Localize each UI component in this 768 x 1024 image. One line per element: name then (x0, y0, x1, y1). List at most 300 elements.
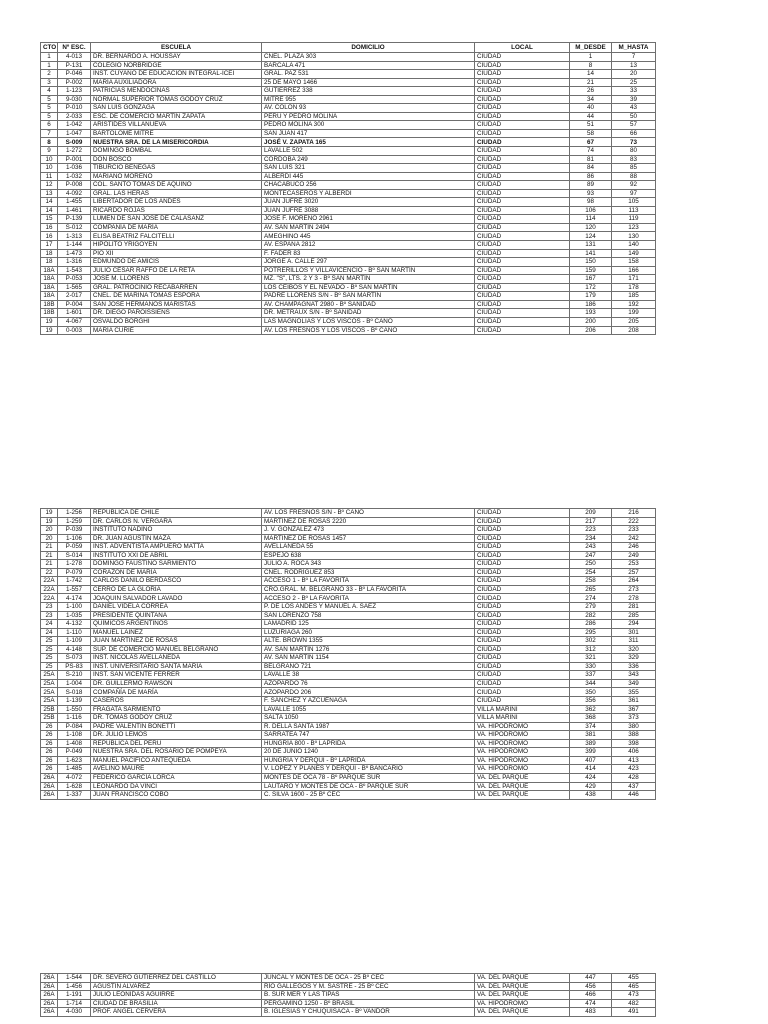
m-desde-cell: 321 (570, 654, 612, 663)
m-desde-cell: 389 (570, 739, 612, 748)
num-esc-cell: P-053 (58, 275, 91, 284)
domicilio-cell: AZOPARDO 206 (262, 688, 475, 697)
m-hasta-cell: 222 (612, 517, 656, 526)
local-cell: CIUDAD (475, 551, 570, 560)
local-cell: CIUDAD (475, 95, 570, 104)
m-desde-cell: 200 (570, 317, 612, 326)
escuela-cell: JUAN FRANCISCO COBO (91, 791, 262, 800)
num-esc-cell: 1-313 (58, 232, 91, 241)
escuela-cell: CNEL. DE MARINA TOMÁS ESPORA (91, 292, 262, 301)
domicilio-cell: JOSÉ V. ZAPATA 165 (262, 138, 475, 147)
cto-cell: 21 (41, 551, 58, 560)
local-cell: CIUDAD (475, 517, 570, 526)
num-esc-cell: 1-742 (58, 577, 91, 586)
m-hasta-cell: 178 (612, 283, 656, 292)
m-hasta-cell: 83 (612, 155, 656, 164)
table-row (41, 292, 656, 301)
m-hasta-cell: 80 (612, 147, 656, 156)
cto-cell: 26 (41, 731, 58, 740)
escuela-cell: REPÚBLICA DE CHILE (91, 509, 262, 518)
escuela-cell: RICARDO ROJAS (91, 206, 262, 215)
table-row (41, 765, 656, 774)
num-esc-cell: 1-455 (58, 198, 91, 207)
m-hasta-cell: 465 (612, 982, 656, 991)
m-hasta-cell: 406 (612, 748, 656, 757)
cto-cell: 18 (41, 249, 58, 258)
local-cell: CIUDAD (475, 326, 570, 335)
cto-cell: 16 (41, 232, 58, 241)
escuela-cell: CIUDAD DE BRASILIA (91, 999, 262, 1008)
escuela-cell: LIBERTADOR DE LOS ANDES (91, 198, 262, 207)
domicilio-cell: ALBERDI 445 (262, 172, 475, 181)
local-cell: VA. HIPÓDROMO (475, 748, 570, 757)
m-hasta-cell: 446 (612, 791, 656, 800)
num-esc-cell: S-018 (58, 688, 91, 697)
table-row (41, 585, 656, 594)
domicilio-cell: LAVALLE 1055 (262, 705, 475, 714)
cto-cell: 25 (41, 662, 58, 671)
m-hasta-cell: 92 (612, 181, 656, 190)
m-desde-cell: 254 (570, 568, 612, 577)
escuela-cell: PADRE VALENTIN BONETTI (91, 722, 262, 731)
table-row (41, 95, 656, 104)
m-desde-cell: 206 (570, 326, 612, 335)
domicilio-cell: MARTINEZ DE ROSAS 2220 (262, 517, 475, 526)
escuela-cell: FEDERICO GARCÍA LORCA (91, 773, 262, 782)
table-row (41, 654, 656, 663)
header-num-esc: Nº ESC. (58, 43, 91, 53)
local-cell: CIUDAD (475, 129, 570, 138)
m-hasta-cell: 140 (612, 241, 656, 250)
num-esc-cell: 0-003 (58, 326, 91, 335)
local-cell: CIUDAD (475, 155, 570, 164)
m-hasta-cell: 473 (612, 991, 656, 1000)
domicilio-cell: C. SILVA 1600 - 25 Bº CEC (262, 791, 475, 800)
m-hasta-cell: 13 (612, 61, 656, 70)
header-escuela: ESCUELA (91, 43, 262, 53)
m-hasta-cell: 166 (612, 266, 656, 275)
local-cell: CIUDAD (475, 258, 570, 267)
cto-cell: 21 (41, 560, 58, 569)
cto-cell: 26 (41, 748, 58, 757)
cto-cell: 25 (41, 645, 58, 654)
m-hasta-cell: 398 (612, 739, 656, 748)
schools-table-1 (40, 42, 656, 335)
num-esc-cell: P-001 (58, 155, 91, 164)
num-esc-cell: 1-116 (58, 714, 91, 723)
table-row (41, 155, 656, 164)
m-hasta-cell: 428 (612, 773, 656, 782)
escuela-cell: GRAL. PATROCINIO RECABARREN (91, 283, 262, 292)
escuela-cell: DR. JUAN AGUSTÍN MAZA (91, 534, 262, 543)
m-desde-cell: 265 (570, 585, 612, 594)
table-row (41, 87, 656, 96)
m-desde-cell: 84 (570, 164, 612, 173)
num-esc-cell: P-131 (58, 61, 91, 70)
local-cell: CIUDAD (475, 164, 570, 173)
table-row (41, 326, 656, 335)
m-desde-cell: 483 (570, 1008, 612, 1017)
cto-cell: 26 (41, 765, 58, 774)
cto-cell: 6 (41, 121, 58, 130)
m-hasta-cell: 119 (612, 215, 656, 224)
local-cell: CIUDAD (475, 317, 570, 326)
table-row (41, 560, 656, 569)
table-row (41, 982, 656, 991)
domicilio-cell: ESPEJO 638 (262, 551, 475, 560)
m-desde-cell: 124 (570, 232, 612, 241)
m-desde-cell: 86 (570, 172, 612, 181)
cto-cell: 5 (41, 104, 58, 113)
m-desde-cell: 414 (570, 765, 612, 774)
cto-cell: 17 (41, 241, 58, 250)
cto-cell: 22 (41, 568, 58, 577)
m-desde-cell: 447 (570, 974, 612, 983)
local-cell: CIUDAD (475, 300, 570, 309)
m-hasta-cell: 437 (612, 782, 656, 791)
table-row (41, 568, 656, 577)
m-desde-cell: 279 (570, 603, 612, 612)
table-row (41, 266, 656, 275)
m-desde-cell: 44 (570, 112, 612, 121)
m-desde-cell: 295 (570, 628, 612, 637)
num-esc-cell: 9-030 (58, 95, 91, 104)
m-desde-cell: 21 (570, 78, 612, 87)
m-desde-cell: 381 (570, 731, 612, 740)
m-hasta-cell: 361 (612, 697, 656, 706)
domicilio-cell: PADRE LLORENS S/N - Bº SAN MARTÍN (262, 292, 475, 301)
m-desde-cell: 186 (570, 300, 612, 309)
num-esc-cell: P-059 (58, 543, 91, 552)
cto-cell: 14 (41, 198, 58, 207)
cto-cell: 12 (41, 181, 58, 190)
local-cell: CIUDAD (475, 637, 570, 646)
num-esc-cell: 1-032 (58, 172, 91, 181)
escuela-cell: ARÍSTIDES VILLANUEVA (91, 121, 262, 130)
m-hasta-cell: 380 (612, 722, 656, 731)
cto-cell: 14 (41, 206, 58, 215)
escuela-cell: SAN LUIS GONZAGA (91, 104, 262, 113)
escuela-cell: MARÍA CURIÉ (91, 326, 262, 335)
table-row (41, 551, 656, 560)
m-hasta-cell: 373 (612, 714, 656, 723)
domicilio-cell: AV. ESPAÑA 2812 (262, 241, 475, 250)
local-cell: VA. HIPÓDROMO (475, 739, 570, 748)
m-desde-cell: 159 (570, 266, 612, 275)
m-desde-cell: 131 (570, 241, 612, 250)
domicilio-cell: JORGE A. CALLE 297 (262, 258, 475, 267)
m-hasta-cell: 85 (612, 164, 656, 173)
num-esc-cell: 1-108 (58, 731, 91, 740)
num-esc-cell: S-012 (58, 223, 91, 232)
num-esc-cell: P-049 (58, 748, 91, 757)
m-hasta-cell: 278 (612, 594, 656, 603)
m-hasta-cell: 329 (612, 654, 656, 663)
domicilio-cell: LAVALLE 38 (262, 671, 475, 680)
cto-cell: 19 (41, 326, 58, 335)
escuela-cell: BARTOLOMÉ MITRE (91, 129, 262, 138)
table-row (41, 283, 656, 292)
m-hasta-cell: 320 (612, 645, 656, 654)
domicilio-cell: LAVALLE 502 (262, 147, 475, 156)
escuela-cell: INST. UNIVERSITARIO SANTA MARÍA (91, 662, 262, 671)
escuela-cell: JOSÉ M. LLORENS (91, 275, 262, 284)
local-cell: CIUDAD (475, 112, 570, 121)
domicilio-cell: DR. METRAUX S/N - Bº SANIDAD (262, 309, 475, 318)
num-esc-cell: 1-047 (58, 129, 91, 138)
m-hasta-cell: 130 (612, 232, 656, 241)
m-hasta-cell: 66 (612, 129, 656, 138)
domicilio-cell: B. SUR MER Y LAS TIPAS (262, 991, 475, 1000)
local-cell: CIUDAD (475, 509, 570, 518)
cto-cell: 11 (41, 172, 58, 181)
cto-cell: 26A (41, 773, 58, 782)
m-hasta-cell: 455 (612, 974, 656, 983)
escuela-cell: NORMAL SUPERIOR TOMÁS GODOY CRUZ (91, 95, 262, 104)
escuela-cell: DOMINGO BOMBAL (91, 147, 262, 156)
escuela-cell: NUESTRA SRA. DEL ROSARIO DE POMPEYA (91, 748, 262, 757)
m-hasta-cell: 281 (612, 603, 656, 612)
num-esc-cell: 1-106 (58, 534, 91, 543)
num-esc-cell: 1-456 (58, 982, 91, 991)
num-esc-cell: P-002 (58, 78, 91, 87)
table-row (41, 258, 656, 267)
escuela-cell: MARIANO MORENO (91, 172, 262, 181)
num-esc-cell: 1-123 (58, 87, 91, 96)
escuela-cell: INST. SAN VICENTE FERRER (91, 671, 262, 680)
local-cell: VA. DEL PARQUE (475, 791, 570, 800)
table-row (41, 791, 656, 800)
table-row (41, 705, 656, 714)
escuela-cell: INST. CUYANO DE EDUCACIÓN INTEGRAL-ICEI (91, 70, 262, 79)
num-esc-cell: 4-067 (58, 317, 91, 326)
num-esc-cell: P-084 (58, 722, 91, 731)
cto-cell: 21 (41, 543, 58, 552)
table-row (41, 1008, 656, 1017)
local-cell: VA. DEL PARQUE (475, 982, 570, 991)
m-desde-cell: 67 (570, 138, 612, 147)
escuela-cell: EDMUNDO DE AMICIS (91, 258, 262, 267)
table-row (41, 637, 656, 646)
table-row (41, 53, 656, 62)
m-hasta-cell: 482 (612, 999, 656, 1008)
m-desde-cell: 26 (570, 87, 612, 96)
num-esc-cell: 1-544 (58, 974, 91, 983)
escuela-cell: CARLOS DANILO BERDASCO (91, 577, 262, 586)
m-hasta-cell: 113 (612, 206, 656, 215)
escuela-cell: DR. JULIO LEMOS (91, 731, 262, 740)
cto-cell: 1 (41, 53, 58, 62)
cto-cell: 18A (41, 275, 58, 284)
domicilio-cell: AV. SAN MARTÍN 1154 (262, 654, 475, 663)
domicilio-cell: JUAN JUFRÉ 3088 (262, 206, 475, 215)
m-hasta-cell: 171 (612, 275, 656, 284)
domicilio-cell: HUNGRÍA Y DERQUI - Bº LAPRIDA (262, 756, 475, 765)
local-cell: CIUDAD (475, 206, 570, 215)
local-cell: CIUDAD (475, 61, 570, 70)
m-hasta-cell: 43 (612, 104, 656, 113)
local-cell: VA. HIPÓDROMO (475, 999, 570, 1008)
escuela-cell: PRESIDENTE QUINTANA (91, 611, 262, 620)
escuela-cell: ELISA BEATRIZ FALCITELLI (91, 232, 262, 241)
m-hasta-cell: 367 (612, 705, 656, 714)
num-esc-cell: 4-072 (58, 773, 91, 782)
table-row (41, 317, 656, 326)
num-esc-cell: P-008 (58, 181, 91, 190)
cto-cell: 26A (41, 791, 58, 800)
local-cell: CIUDAD (475, 534, 570, 543)
m-desde-cell: 234 (570, 534, 612, 543)
escuela-cell: REPÚBLICA DEL PERÚ (91, 739, 262, 748)
m-desde-cell: 1 (570, 53, 612, 62)
cto-cell: 22A (41, 585, 58, 594)
m-desde-cell: 223 (570, 526, 612, 535)
table-row (41, 722, 656, 731)
escuela-cell: COMPAÑÍA DE MARÍA (91, 223, 262, 232)
m-desde-cell: 466 (570, 991, 612, 1000)
schools-table-2 (40, 508, 656, 800)
cto-cell: 3 (41, 78, 58, 87)
m-hasta-cell: 73 (612, 138, 656, 147)
escuela-cell: COLEGIO NORBRIDGE (91, 61, 262, 70)
cto-cell: 18A (41, 266, 58, 275)
table-row (41, 172, 656, 181)
m-desde-cell: 250 (570, 560, 612, 569)
m-hasta-cell: 149 (612, 249, 656, 258)
header-cto: CTO (41, 43, 58, 53)
escuela-cell: MANUEL LAINEZ (91, 628, 262, 637)
domicilio-cell: ALTE. BROWN 1355 (262, 637, 475, 646)
local-cell: VA. HIPÓDROMO (475, 756, 570, 765)
num-esc-cell: 1-550 (58, 705, 91, 714)
m-hasta-cell: 199 (612, 309, 656, 318)
table-body-3 (41, 974, 656, 1017)
m-desde-cell: 330 (570, 662, 612, 671)
m-hasta-cell: 388 (612, 731, 656, 740)
cto-cell: 18A (41, 292, 58, 301)
domicilio-cell: SAN JUAN 417 (262, 129, 475, 138)
num-esc-cell: 1-035 (58, 611, 91, 620)
local-cell: CIUDAD (475, 662, 570, 671)
num-esc-cell: P-039 (58, 526, 91, 535)
m-desde-cell: 40 (570, 104, 612, 113)
table-row (41, 991, 656, 1000)
domicilio-cell: CNEL. RODRÍGUEZ 853 (262, 568, 475, 577)
domicilio-cell: PEDRO MOLINA 300 (262, 121, 475, 130)
local-cell: CIUDAD (475, 138, 570, 147)
local-cell: CIUDAD (475, 526, 570, 535)
table-body-2 (41, 509, 656, 800)
num-esc-cell: 1-473 (58, 249, 91, 258)
local-cell: CIUDAD (475, 172, 570, 181)
m-desde-cell: 58 (570, 129, 612, 138)
cto-cell: 26A (41, 782, 58, 791)
table-row (41, 679, 656, 688)
domicilio-cell: F. FADER 83 (262, 249, 475, 258)
m-desde-cell: 247 (570, 551, 612, 560)
domicilio-cell: BELGRANO 721 (262, 662, 475, 671)
domicilio-cell: JULIO A. ROCA 343 (262, 560, 475, 569)
m-hasta-cell: 185 (612, 292, 656, 301)
m-hasta-cell: 208 (612, 326, 656, 335)
table-row (41, 223, 656, 232)
cto-cell: 25B (41, 714, 58, 723)
table-row (41, 748, 656, 757)
escuela-cell: DON BOSCO (91, 155, 262, 164)
escuela-cell: GRAL. LAS HERAS (91, 189, 262, 198)
m-desde-cell: 209 (570, 509, 612, 518)
escuela-cell: AGUSTIN ALVAREZ (91, 982, 262, 991)
m-hasta-cell: 192 (612, 300, 656, 309)
domicilio-cell: CNEL. PLAZA 303 (262, 53, 475, 62)
table-row (41, 739, 656, 748)
domicilio-cell: AV. LOS FRESNOS Y LOS VISCOS - Bº CANO (262, 326, 475, 335)
num-esc-cell: 4-092 (58, 189, 91, 198)
table-row (41, 181, 656, 190)
escuela-cell: CORAZÓN DE MARÍA (91, 568, 262, 577)
m-hasta-cell: 294 (612, 620, 656, 629)
cto-cell: 18B (41, 309, 58, 318)
m-hasta-cell: 355 (612, 688, 656, 697)
domicilio-cell: SALTA 1050 (262, 714, 475, 723)
escuela-cell: SAN JOSÉ HERMANOS MARISTAS (91, 300, 262, 309)
table-row (41, 232, 656, 241)
m-hasta-cell: 249 (612, 551, 656, 560)
cto-cell: 10 (41, 164, 58, 173)
m-desde-cell: 120 (570, 223, 612, 232)
escuela-cell: FRAGATA SARMIENTO (91, 705, 262, 714)
escuela-cell: MARÍA AUXILIADORA (91, 78, 262, 87)
num-esc-cell: 1-036 (58, 164, 91, 173)
m-hasta-cell: 233 (612, 526, 656, 535)
table-row (41, 611, 656, 620)
cto-cell: 25 (41, 654, 58, 663)
local-cell: CIUDAD (475, 266, 570, 275)
num-esc-cell: 4-174 (58, 594, 91, 603)
cto-cell: 18A (41, 283, 58, 292)
escuela-cell: INSTITUTO XXI DE ABRIL (91, 551, 262, 560)
m-hasta-cell: 311 (612, 637, 656, 646)
local-cell: CIUDAD (475, 620, 570, 629)
cto-cell: 26A (41, 974, 58, 983)
cto-cell: 25A (41, 679, 58, 688)
table-row (41, 628, 656, 637)
domicilio-cell: AV. SAN MARTÍN 2494 (262, 223, 475, 232)
cto-cell: 19 (41, 509, 58, 518)
table-row (41, 577, 656, 586)
escuela-cell: JULIO LEÓNIDAS AGUIRRE (91, 991, 262, 1000)
local-cell: CIUDAD (475, 645, 570, 654)
cto-cell: 4 (41, 87, 58, 96)
m-desde-cell: 14 (570, 70, 612, 79)
escuela-cell: QUÍMICOS ARGENTINOS (91, 620, 262, 629)
table-row (41, 671, 656, 680)
m-hasta-cell: 7 (612, 53, 656, 62)
table-row (41, 645, 656, 654)
num-esc-cell: PS-83 (58, 662, 91, 671)
num-esc-cell: 1-557 (58, 585, 91, 594)
local-cell: CIUDAD (475, 560, 570, 569)
domicilio-cell: R. DELLA SANTA 1987 (262, 722, 475, 731)
num-esc-cell: 1-144 (58, 241, 91, 250)
cto-cell: 23 (41, 611, 58, 620)
escuela-cell: JUAN MARTINEZ DE ROSAS (91, 637, 262, 646)
num-esc-cell: 1-139 (58, 697, 91, 706)
domicilio-cell: SAN LORENZO 758 (262, 611, 475, 620)
cto-cell: 20 (41, 534, 58, 543)
cto-cell: 26 (41, 756, 58, 765)
m-desde-cell: 286 (570, 620, 612, 629)
